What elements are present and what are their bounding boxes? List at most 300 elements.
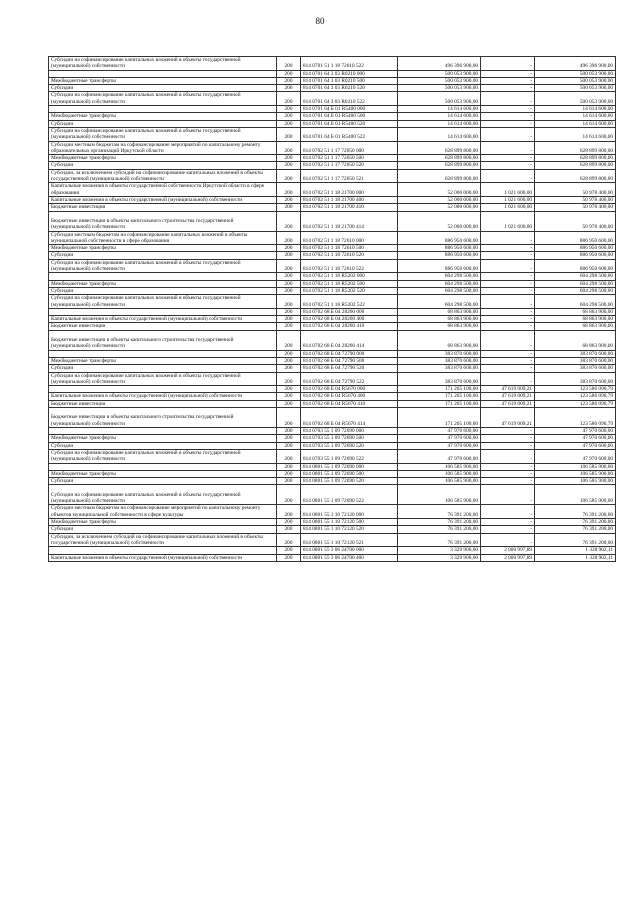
row-name: [49, 273, 277, 280]
row-classifier: 814 0702 51 1 18 72610 522: [301, 259, 398, 273]
row-code: 200: [277, 478, 301, 485]
row-amount-approved: 500 053 900,00: [398, 77, 481, 84]
row-amount-approved: 383 870 600,00: [398, 350, 481, 357]
row-amount-remaining: 628 899 800,00: [535, 141, 616, 155]
row-amount-approved: 383 870 600,00: [398, 357, 481, 364]
row-amount-remaining: 76 391 200,00: [535, 519, 616, 526]
row-amount-executed: -: [481, 357, 535, 364]
row-classifier: 814 0801 55 1 09 72690 000: [301, 463, 398, 470]
row-name: Субсидии на софинансирование капитальных вложений в объекты государственной (муниципальной) собственности: [49, 127, 277, 141]
row-name: [49, 463, 277, 470]
row-amount-remaining: 76 391 200,00: [535, 505, 616, 519]
table-row: [49, 533, 616, 547]
row-amount-remaining: 383 870 600,00: [535, 372, 616, 386]
row-amount-remaining: 604 298 500,00: [535, 295, 616, 309]
row-amount-approved: 604 298 500,00: [398, 295, 481, 309]
row-code: 200: [277, 211, 301, 231]
row-amount-approved: 171 205 100,00: [398, 386, 481, 393]
row-amount-executed: -: [481, 287, 535, 294]
row-code: 200: [277, 547, 301, 554]
row-classifier: 814 0701 64 Б 01 R5400 520: [301, 120, 398, 127]
row-classifier: 814 0702 68 Б 04 28260 410: [301, 323, 398, 330]
row-code: 200: [277, 308, 301, 315]
row-amount-executed: -: [481, 316, 535, 323]
table-row: [49, 169, 616, 183]
row-amount-executed: -: [481, 162, 535, 169]
row-amount-remaining: 604 298 500,00: [535, 287, 616, 294]
table-row: [49, 113, 616, 120]
row-amount-approved: 171 205 100,00: [398, 393, 481, 400]
row-amount-remaining: 886 950 600,00: [535, 231, 616, 245]
table-row: [49, 308, 616, 315]
row-name: Субсидии: [49, 526, 277, 533]
row-amount-executed: 1 021 600,00: [481, 196, 535, 203]
row-amount-approved: 500 053 900,00: [398, 70, 481, 77]
row-name: [49, 547, 277, 554]
budget-table-body: [49, 57, 616, 562]
row-amount-approved: 886 950 600,00: [398, 231, 481, 245]
budget-table: [48, 56, 616, 562]
row-amount-remaining: 50 978 400,00: [535, 204, 616, 211]
row-classifier: 814 0703 55 1 09 72690 522: [301, 449, 398, 463]
row-name: [49, 428, 277, 435]
row-amount-executed: -: [481, 77, 535, 84]
row-amount-approved: 52 000 000,00: [398, 211, 481, 231]
row-name: Субсидии: [49, 478, 277, 485]
row-amount-remaining: 47 970 600,00: [535, 442, 616, 449]
row-name: Субсидии: [49, 442, 277, 449]
row-amount-executed: -: [481, 519, 535, 526]
row-classifier: 814 0701 64 3 03 R0210 000: [301, 70, 398, 77]
row-amount-remaining: 47 970 600,00: [535, 428, 616, 435]
table-row: [49, 519, 616, 526]
row-amount-remaining: 106 585 900,00: [535, 485, 616, 505]
row-classifier: 814 0702 51 1 18 72610 000: [301, 231, 398, 245]
row-code: 200: [277, 350, 301, 357]
row-amount-executed: 1 021 600,00: [481, 183, 535, 197]
row-code: 200: [277, 141, 301, 155]
row-code: 200: [277, 408, 301, 428]
row-amount-executed: -: [481, 463, 535, 470]
row-amount-executed: -: [481, 259, 535, 273]
row-code: 200: [277, 330, 301, 350]
row-code: 200: [277, 505, 301, 519]
row-amount-approved: 68 863 900,00: [398, 323, 481, 330]
row-amount-executed: -: [481, 155, 535, 162]
row-classifier: 814 0703 55 1 09 72690 520: [301, 442, 398, 449]
table-row: [49, 287, 616, 294]
row-amount-approved: 886 950 600,00: [398, 259, 481, 273]
row-amount-approved: 68 863 900,00: [398, 330, 481, 350]
row-amount-remaining: 500 053 900,00: [535, 70, 616, 77]
row-classifier: 814 0702 68 Б 04 R5670 400: [301, 393, 398, 400]
row-classifier: 814 0702 68 Б 04 72790 500: [301, 357, 398, 364]
row-name: Субсидии на софинансирование капитальных вложений в объекты государственной (муниципальной) собственности: [49, 372, 277, 386]
row-code: 200: [277, 519, 301, 526]
table-row: [49, 57, 616, 71]
table-row: [49, 408, 616, 428]
row-amount-executed: -: [481, 92, 535, 106]
row-name: Межбюджетные трансферты: [49, 155, 277, 162]
row-name: Межбюджетные трансферты: [49, 357, 277, 364]
row-amount-remaining: 50 978 400,00: [535, 211, 616, 231]
table-row: [49, 273, 616, 280]
row-amount-remaining: 106 585 900,00: [535, 463, 616, 470]
row-amount-approved: 76 391 200,00: [398, 526, 481, 533]
row-amount-remaining: 123 586 090,79: [535, 400, 616, 407]
row-classifier: 814 0801 55 1 09 72690 522: [301, 485, 398, 505]
row-code: 200: [277, 485, 301, 505]
row-amount-executed: -: [481, 113, 535, 120]
row-code: 200: [277, 106, 301, 113]
row-name: Субсидии местным бюджетам на софинансирование мероприятий по капитальному ремонту образовательных организаций Иркутской области: [49, 141, 277, 155]
row-amount-approved: 76 391 200,00: [398, 505, 481, 519]
row-amount-approved: 106 585 900,00: [398, 463, 481, 470]
row-amount-executed: -: [481, 372, 535, 386]
table-row: [49, 330, 616, 350]
table-row: [49, 141, 616, 155]
row-code: 200: [277, 316, 301, 323]
row-code: 200: [277, 470, 301, 477]
row-amount-approved: 500 053 900,00: [398, 85, 481, 92]
row-amount-executed: -: [481, 273, 535, 280]
row-name: Субсидии местным бюджетам на софинансирование мероприятий по капитальному ремонту объектов муниципальной собственности в сфере культуры: [49, 505, 277, 519]
row-amount-executed: 2 000 997,89: [481, 547, 535, 554]
row-name: Капитальные вложения в объекты государственной собственности Иркутской области в сфере образования: [49, 183, 277, 197]
row-code: 200: [277, 463, 301, 470]
row-name: Субсидии: [49, 365, 277, 372]
row-amount-approved: 171 205 100,00: [398, 400, 481, 407]
row-amount-remaining: 14 614 600,00: [535, 113, 616, 120]
row-amount-approved: 500 053 900,00: [398, 92, 481, 106]
row-amount-executed: -: [481, 141, 535, 155]
row-amount-remaining: 604 298 500,00: [535, 280, 616, 287]
row-classifier: 814 0702 68 Б 04 R5670 000: [301, 386, 398, 393]
row-amount-remaining: 496 396 900,00: [535, 57, 616, 71]
row-name: Субсидии на софинансирование капитальных вложений в объекты государственной (муниципальной) собственности: [49, 449, 277, 463]
row-classifier: 814 0701 64 3 03 R0210 522: [301, 92, 398, 106]
row-code: 200: [277, 295, 301, 309]
table-row: [49, 204, 616, 211]
row-classifier: 814 0702 68 Б 04 72790 522: [301, 372, 398, 386]
row-amount-approved: 52 000 000,00: [398, 204, 481, 211]
table-row: [49, 127, 616, 141]
row-classifier: 814 0702 51 1 18 R5202 520: [301, 287, 398, 294]
row-amount-executed: -: [481, 478, 535, 485]
row-classifier: 814 0702 51 1 17 72050 500: [301, 155, 398, 162]
row-classifier: 814 0702 68 Б 04 72790 520: [301, 365, 398, 372]
row-amount-remaining: 68 863 900,00: [535, 308, 616, 315]
row-name: Субсидии на софинансирование капитальных вложений в объекты государственной (муниципальной) собственности: [49, 57, 277, 71]
row-name: Субсидии на софинансирование капитальных вложений в объекты государственной (муниципальной) собственности: [49, 259, 277, 273]
row-amount-executed: -: [481, 169, 535, 183]
row-amount-approved: 171 205 100,00: [398, 408, 481, 428]
row-amount-approved: 68 863 900,00: [398, 308, 481, 315]
row-name: Межбюджетные трансферты: [49, 280, 277, 287]
row-classifier: 814 0702 68 Б 04 28260 414: [301, 330, 398, 350]
row-amount-executed: 1 021 600,00: [481, 204, 535, 211]
row-amount-remaining: 500 053 900,00: [535, 92, 616, 106]
row-code: 200: [277, 92, 301, 106]
row-amount-executed: -: [481, 70, 535, 77]
row-code: 200: [277, 85, 301, 92]
row-amount-approved: 14 614 600,00: [398, 113, 481, 120]
row-amount-executed: -: [481, 127, 535, 141]
row-amount-remaining: 383 870 600,00: [535, 357, 616, 364]
table-row: [49, 323, 616, 330]
row-amount-executed: -: [481, 231, 535, 245]
row-amount-remaining: 68 863 900,00: [535, 323, 616, 330]
table-row: [49, 245, 616, 252]
row-name: Межбюджетные трансферты: [49, 77, 277, 84]
row-classifier: 814 0801 55 1 09 72690 500: [301, 470, 398, 477]
row-name: Межбюджетные трансферты: [49, 245, 277, 252]
table-row: [49, 547, 616, 554]
row-amount-remaining: 628 899 800,00: [535, 155, 616, 162]
row-classifier: 814 0801 55 3 06 24700 400: [301, 554, 398, 561]
row-amount-remaining: 500 053 900,00: [535, 85, 616, 92]
row-name: [49, 308, 277, 315]
row-name: Субсидии, за исключением субсидий на софинансирование капитальных вложений в объекты государственной (муниципальной) собственности: [49, 533, 277, 547]
row-amount-executed: -: [481, 106, 535, 113]
row-amount-approved: 14 614 600,00: [398, 120, 481, 127]
row-amount-approved: 14 614 600,00: [398, 106, 481, 113]
row-classifier: 814 0702 51 1 18 R5202 000: [301, 273, 398, 280]
row-amount-executed: -: [481, 470, 535, 477]
row-amount-remaining: 50 978 400,00: [535, 196, 616, 203]
row-code: 200: [277, 245, 301, 252]
row-name: Капитальные вложения в объекты государственной (муниципальной) собственности: [49, 393, 277, 400]
row-amount-remaining: 604 298 500,00: [535, 273, 616, 280]
row-amount-approved: 886 950 600,00: [398, 252, 481, 259]
row-classifier: 814 0702 51 1 18 21700 000: [301, 183, 398, 197]
table-row: [49, 295, 616, 309]
row-amount-approved: 604 298 500,00: [398, 273, 481, 280]
table-row: [49, 120, 616, 127]
row-code: 200: [277, 449, 301, 463]
row-classifier: 814 0703 55 1 09 72690 000: [301, 428, 398, 435]
row-code: 200: [277, 442, 301, 449]
row-name: Бюджетные инвестиции: [49, 204, 277, 211]
table-row: [49, 183, 616, 197]
row-code: 200: [277, 77, 301, 84]
row-classifier: 814 0701 64 Б 01 R5400 522: [301, 127, 398, 141]
row-classifier: 814 0801 55 1 10 72120 500: [301, 519, 398, 526]
row-name: Бюджетные инвестиции в объекты капитального строительства государственной (муниципальной) собственности: [49, 211, 277, 231]
row-amount-remaining: 383 870 600,00: [535, 350, 616, 357]
row-amount-approved: 628 899 800,00: [398, 162, 481, 169]
row-code: 200: [277, 259, 301, 273]
row-code: 200: [277, 533, 301, 547]
table-row: [49, 231, 616, 245]
row-code: 200: [277, 57, 301, 71]
table-row: [49, 400, 616, 407]
row-amount-executed: -: [481, 85, 535, 92]
row-amount-executed: -: [481, 365, 535, 372]
row-amount-approved: 14 614 600,00: [398, 127, 481, 141]
row-classifier: 814 0702 51 1 18 72610 520: [301, 252, 398, 259]
row-amount-executed: -: [481, 245, 535, 252]
row-amount-remaining: 628 899 800,00: [535, 162, 616, 169]
row-amount-remaining: 123 586 090,79: [535, 408, 616, 428]
table-row: [49, 478, 616, 485]
row-code: 200: [277, 323, 301, 330]
row-amount-approved: 47 970 600,00: [398, 428, 481, 435]
row-name: Субсидии на софинансирование капитальных вложений в объекты государственной (муниципальной) собственности: [49, 92, 277, 106]
row-name: Субсидии: [49, 120, 277, 127]
row-name: Субсидии: [49, 252, 277, 259]
row-code: 200: [277, 155, 301, 162]
row-amount-executed: -: [481, 323, 535, 330]
row-amount-executed: 47 619 009,21: [481, 400, 535, 407]
row-amount-remaining: 123 586 090,79: [535, 386, 616, 393]
table-row: [49, 70, 616, 77]
row-amount-approved: 496 396 900,00: [398, 57, 481, 71]
row-classifier: 814 0701 64 Б 01 R5400 000: [301, 106, 398, 113]
row-classifier: 814 0701 64 Б 01 R5400 500: [301, 113, 398, 120]
row-amount-remaining: 1 328 902,11: [535, 554, 616, 561]
table-row: [49, 554, 616, 561]
row-name: [49, 106, 277, 113]
row-amount-executed: 2 000 997,89: [481, 554, 535, 561]
row-code: 200: [277, 231, 301, 245]
row-name: Субсидии: [49, 287, 277, 294]
row-classifier: 814 0701 51 1 18 72610 522: [301, 57, 398, 71]
row-classifier: 814 0701 64 3 03 R0210 500: [301, 77, 398, 84]
row-code: 200: [277, 120, 301, 127]
row-name: Бюджетные инвестиции в объекты капитального строительства государственной (муниципальной) собственности: [49, 330, 277, 350]
row-amount-approved: 3 329 900,00: [398, 547, 481, 554]
table-row: [49, 155, 616, 162]
row-amount-remaining: 14 614 600,00: [535, 127, 616, 141]
row-name: Бюджетные инвестиции: [49, 400, 277, 407]
table-row: [49, 280, 616, 287]
row-amount-executed: -: [481, 505, 535, 519]
table-row: [49, 372, 616, 386]
row-amount-remaining: 500 053 900,00: [535, 77, 616, 84]
row-classifier: 814 0801 55 1 09 72690 520: [301, 478, 398, 485]
row-code: 200: [277, 252, 301, 259]
table-row: [49, 428, 616, 435]
row-amount-approved: 628 899 800,00: [398, 169, 481, 183]
row-code: 200: [277, 287, 301, 294]
row-name: Межбюджетные трансферты: [49, 435, 277, 442]
table-row: [49, 442, 616, 449]
table-row: [49, 316, 616, 323]
row-name: Субсидии: [49, 85, 277, 92]
row-name: [49, 386, 277, 393]
row-amount-executed: -: [481, 435, 535, 442]
row-name: Бюджетные инвестиции в объекты капитального строительства государственной (муниципальной) собственности: [49, 408, 277, 428]
row-classifier: 814 0703 55 1 09 72690 500: [301, 435, 398, 442]
row-amount-remaining: 76 391 200,00: [535, 526, 616, 533]
row-amount-executed: -: [481, 330, 535, 350]
row-classifier: 814 0702 51 1 17 72050 520: [301, 162, 398, 169]
row-amount-approved: 106 585 900,00: [398, 478, 481, 485]
table-row: [49, 350, 616, 357]
row-name: Субсидии на софинансирование капитальных вложений в объекты государственной (муниципальной) собственности: [49, 295, 277, 309]
row-amount-approved: 383 870 600,00: [398, 372, 481, 386]
row-amount-approved: 106 585 900,00: [398, 485, 481, 505]
row-amount-executed: -: [481, 526, 535, 533]
row-amount-executed: -: [481, 252, 535, 259]
row-classifier: 814 0702 51 1 18 21700 400: [301, 196, 398, 203]
row-amount-approved: 52 000 000,00: [398, 196, 481, 203]
row-classifier: 814 0702 68 Б 04 R5670 414: [301, 408, 398, 428]
row-amount-approved: 383 870 600,00: [398, 365, 481, 372]
row-amount-executed: -: [481, 57, 535, 71]
row-amount-executed: 47 619 009,21: [481, 386, 535, 393]
row-code: 200: [277, 273, 301, 280]
row-amount-executed: -: [481, 442, 535, 449]
row-classifier: 814 0702 51 1 18 21700 410: [301, 204, 398, 211]
table-row: [49, 435, 616, 442]
row-amount-approved: 47 970 600,00: [398, 435, 481, 442]
table-row: [49, 526, 616, 533]
row-classifier: 814 0801 55 3 06 24700 000: [301, 547, 398, 554]
row-name: Субсидии: [49, 162, 277, 169]
table-row: [49, 393, 616, 400]
table-row: [49, 211, 616, 231]
row-amount-remaining: 76 391 200,00: [535, 533, 616, 547]
row-amount-remaining: 628 899 800,00: [535, 169, 616, 183]
row-amount-approved: 76 391 200,00: [398, 519, 481, 526]
row-classifier: 814 0702 68 Б 04 28260 400: [301, 316, 398, 323]
row-code: 200: [277, 365, 301, 372]
row-amount-remaining: 106 585 900,00: [535, 478, 616, 485]
row-code: 200: [277, 127, 301, 141]
row-amount-remaining: 1 328 902,11: [535, 547, 616, 554]
row-amount-approved: 604 298 500,00: [398, 280, 481, 287]
row-code: 200: [277, 372, 301, 386]
row-amount-remaining: 14 614 600,00: [535, 106, 616, 113]
row-name: Капитальные вложения в объекты государственной (муниципальной) собственности: [49, 554, 277, 561]
row-name: Капитальные вложения в объекты государственной (муниципальной) собственности: [49, 316, 277, 323]
row-amount-executed: -: [481, 533, 535, 547]
row-amount-approved: 68 863 900,00: [398, 316, 481, 323]
row-amount-executed: -: [481, 449, 535, 463]
row-classifier: 814 0702 51 1 18 R5202 500: [301, 280, 398, 287]
table-row: [49, 77, 616, 84]
row-code: 200: [277, 357, 301, 364]
row-code: 200: [277, 204, 301, 211]
row-amount-approved: 106 585 900,00: [398, 470, 481, 477]
table-row: [49, 162, 616, 169]
row-code: 200: [277, 554, 301, 561]
table-row: [49, 92, 616, 106]
row-code: 200: [277, 393, 301, 400]
table-row: [49, 106, 616, 113]
row-classifier: 814 0801 55 1 10 72120 521: [301, 533, 398, 547]
row-amount-approved: 47 970 600,00: [398, 442, 481, 449]
table-row: [49, 505, 616, 519]
row-amount-executed: -: [481, 295, 535, 309]
row-amount-approved: 52 000 000,00: [398, 183, 481, 197]
table-row: [49, 463, 616, 470]
row-code: 200: [277, 70, 301, 77]
table-row: [49, 196, 616, 203]
row-code: 200: [277, 183, 301, 197]
row-amount-approved: 3 329 900,00: [398, 554, 481, 561]
table-row: [49, 357, 616, 364]
row-classifier: 814 0702 51 1 17 72050 000: [301, 141, 398, 155]
row-classifier: 814 0702 68 Б 04 R5670 410: [301, 400, 398, 407]
row-classifier: 814 0702 68 Б 04 28260 000: [301, 308, 398, 315]
row-amount-executed: -: [481, 485, 535, 505]
row-name: Бюджетные инвестиции: [49, 323, 277, 330]
row-amount-executed: -: [481, 280, 535, 287]
row-code: 200: [277, 428, 301, 435]
